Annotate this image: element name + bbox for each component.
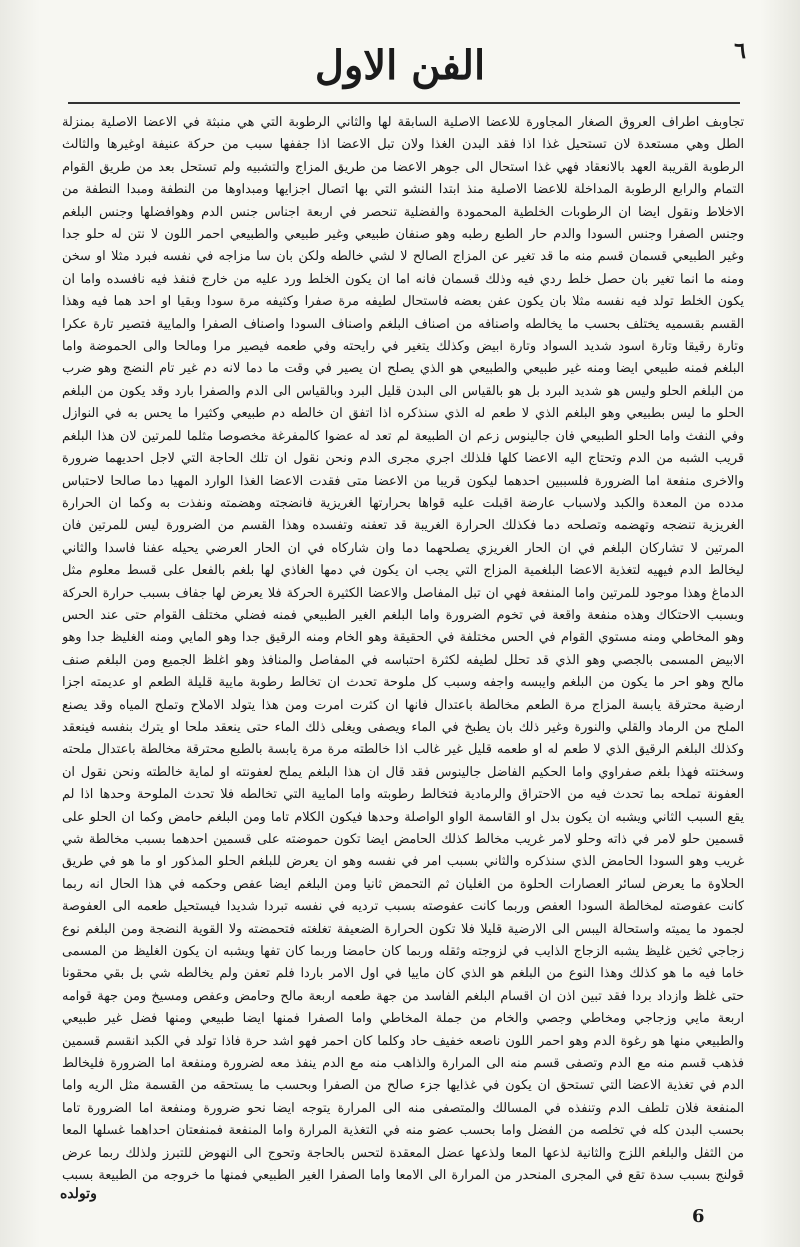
page-header (60, 38, 746, 98)
section-title: الفن الاول (314, 42, 486, 89)
page-number-bottom: 6 (692, 1206, 705, 1227)
catchword: وتولده (60, 1186, 97, 1202)
page-number-top: ٦ (734, 38, 746, 64)
header-rule (68, 102, 740, 104)
body-text: تجاوبف اطراف العروق الصغار المجاورة للاعضا الاصلية السابقة لها والثاني الرطوبة التي هي منبثة في الاعضا الاصلية بمنزلة الطل وهي مستعدة لان تستحيل غذا اذا فقد البدن الغذا ولان تبل الاعضا اذا جففها سبب من حركة عنيفة اوغيرها والثالث الرطوبة القريبة العهد بالانعقاد فهي غذا استحال الى جوهر الاعضا من طريق المزاج والتشبيه ولم تستحل بعد من طريق القوام التمام والرابع الرطوبة المداخلة للاعضا الاصلية منذ ابتدا النشو التي بها اتصال اجزايها ومبداوها من النطفة ومبدا النطفة من الاخلاط ونقول ايضا ان الرطوبات الخلطية المحمودة والفضلية تنحصر في اربعة اجناس جنس الدم وهوافضلها وجنس البلغم وجنس الصفرا وجنس السودا والدم حار الطبع رطبه وهو صنفان طبيعي وغير طبيعي والطبيعي احمر اللون لا نتن له حلو جدا وغير الطبيعي قسمان قسم منه ما قد تغير عن المزاج الصالح لا لشي خالطه ولكن بان سا مزاجه في نفسه فبرد مثلا او سخن ومنه ما انما تغير بان حصل خلط ردي فيه وذلك قسمان فانه اما ان يكون الخلط ورد عليه من خارج فنفذ فيه نافسده واما ان يكون الخلط تولد فيه نفسه مثلا بان يكون عفن بعضه فاستحال لطيفه مرة صفرا وكثيفه مرة سودا وبقيا او احد هما فيه وهذا القسم بقسميه يختلف بحسب ما يخالطه واصنافه من اصناف البلغم واصناف السودا واصناف الصفرا والمايية فتصير تارة عكرا وتارة رقيقا وتارة اسود شديد السواد وتارة ابيض وكذلك يتغير في رايحته وفي طعمه فيصير مرا ومالحا والى الحموضة واما البلغم فمنه طبيعي ايضا ومنه غير طبيعي والطبيعي هو الذي يصلح ان يصير في وقت ما دما لانه دم غير تام النضج وهو ضرب من البلغم الحلو وليس هو شديد البرد بل هو بالقياس الى البدن قليل البرد وبالقياس الى الدم والصفرا بارد وقد يكون من البلغم الحلو ما ليس بطبيعي وهو البلغم الذي لا طعم له الذي سنذكره اذا اتفق ان خالطه دم طبيعي وكثيرا ما يحس به في النوازل وفي النفث واما الحلو الطبيعي فان جالينوس زعم ان الطبيعة لم تعد له عضوا كالمفرغة مخصوصا مثلما للمرتين لان هذا البلغم قريب الشبه من الدم وتحتاج اليه الاعضا كلها فلذلك اجري مجرى الدم ونحن نقول ان تلك الحاجة التي لاجل احديهما ضرورة والاخرى منفعة اما الضرورة فلسببين احدهما ليكون قريبا من الاعضا متى فقدت الاعضا الغذا الوارد المهيا دما صالحا لاحتباس مدده من المعدة والكبد ولاسباب عارضة اقبلت عليه قواها بحرارتها الغريزية فانضجته وهضمته ونفذت به وكما ان الحرارة الغريزية تنضجه وتهضمه وتصلحه دما فكذلك الحرارة الغريبة قد تعفنه وتفسده وهذا القسم من الضرورة ليس للمرتين فان المرتين لا تشاركان البلغم في ان الحار الغريزي يصلحهما دما وان شاركاه في ان الحار العرضي يحيله عفنا فاسدا والثاني ليخالط الدم فيهيه لتغذية الاعضا البلغمية المزاج التي يجب ان يكون في دمها الغاذي لها بلغم بالفعل على قسط معلوم مثل الدماغ وهذا موجود للمرتين واما المنفعة فهي ان تبل المفاصل والاعضا الكثيرة الحركة فلا يعرض لها جفاف بسبب حرارة الحركة وبسبب الاحتكاك وهذه منفعة واقعة في تخوم الضرورة واما البلغم الغير الطبيعي فمنه فضلي مختلف القوام حتى عند الحس وهو المخاطي ومنه مستوي القوام في الحس مختلفة في الحقيقة وهو الخام ومنه الرقيق جدا وهو المايي ومنه الغليظ جدا وهو الابيض المسمى بالجصي وهو الذي قد تحلل لطيفه لكثرة احتباسه في المفاصل والمنافذ وهو اغلظ الجميع ومن البلغم صنف مالح وهو احر ما يكون من البلغم وايبسه واجفه وسبب كل ملوحة تحدث ان تخالط رطوبة مايية قليلة الطعم او عديمته اجزا ارضية محترقة يابسة المزاج مرة الطعم مخالطة باعتدال فانها ان كثرت امرت ومن هذا يتولد الاملاح وتملح المياه وقد يصنع الملح من الرماد والقلي والنورة وغير ذلك بان يطبخ في الماء ويصفى ويغلى ذلك الماء حتى ينعقد ملحا او يترك بنفسه فينعقد وكذلك البلغم الرقيق الذي لا طعم له او طعمه قليل غير غالب اذا خالطته مرة مرة يابسة بالطبع محترقة مخالطة باعتدال ملحته وسخنته فهذا بلغم صفراوي واما الحكيم الفاضل جالينوس فقد قال ان هذا البلغم يملح لعفونته او لماية خالطته ونحن نقول ان العفونة تملحه بما تحدث فيه من الاحتراق والرمادية فتخالط رطوبته واما المايية التي تخالطه فلا تحدث الملوحة وحدها اذا لم يقع السبب الثاني ويشبه ان يكون بدل او القاسمة الواو الواصلة وحدها فيكون الكلام تاما ومن البلغم حامض وكما ان الحلو على قسمين حلو لامر في ذاته وحلو لامر غريب مخالط كذلك الحامض ايضا تكون حموضته على قسمين احدهما بسبب مخالطة شي غريب وهو السودا الحامض الذي سنذكره والثاني بسبب امر في نفسه وهو ان يعرض للبلغم الحلو المذكور او ما هو في طريق الحلاوة ما يعرض لسائر العصارات الحلوة من الغليان ثم التحمض ثانيا ومن البلغم ايضا عفص وحكمه في هذا الحال انه ربما كانت عفوصته لمخالطة السودا العفص وربما كانت عفوصته بسبب ترديه في نفسه تبردا شديدا فيستحيل طعمه الى العفوصة لجمود ما يميته واستحالة اليبس الى الارضية قليلا فلا تكون الحرارة الضعيفة تغلغته فتحمضته ولا القوية النضجة ومن البلغم نوع زجاجي ثخين غليظ يشبه الزجاج الذايب في لزوجته وثقله وربما كان حامضا وربما كان تفها ويشبه ان يكون الغليظ من المسمى خاما فيه ما هو كذلك وهذا النوع من البلغم هو الذي كان ماييا في اول الامر باردا فلم تعفن ولم يخالطه شي بل بقي محقونا حتى غلظ وازداد بردا فقد تبين اذن ان اقسام البلغم الفاسد من جهة طعمه اربعة مالح وحامض وعفص ومسيخ ومن جهة قوامه اربعة مايي وزجاجي ومخاطي وجصي والخام من جملة المخاطي واما الصفرا فمنها ايضا طبيعي ومنها فضل غير طبيعي والطبيعي منها هو رغوة الدم وهو احمر اللون ناصعه خفيف حاد وكلما كان احمر فهو اشد حرة فاذا تولد في الكبد انقسم قسمين فذهب قسم منه مع الدم وتصفى قسم منه الى المرارة والذاهب منه مع الدم ينفذ معه لضرورة ومنفعة اما الضرورة فليخالط الدم في تغذية الاعضا التي تستحق ان يكون في غذايها جزء صالح من الصفرا وبحسب ما يستحقه من القسمة مثل الريه واما المنفعة فلان تلطف الدم وتنفذه في المسالك والمتصفى منه الى المرارة يتوجه ايضا نحو ضرورة ومنفعة اما الضرورة تاما بحسب البدن كله في تخلصه من الفضل واما بحسب عضو منه في التغذية المرارة واما المنفعة فمنفعتان احداهما غسلها المعا من الثفل والبلغم اللزج والثانية لذعها المعا ولذعها عضل المعقدة لتحس بالحاجة وتحوج الى النهوض للتبرز ولذلك ربما عرض قولنج بسبب سدة تقع في المجرى المنحدر من المرارة الى الامعا واما الصفرا الغير الطبيعي فمنها ما خروجه من الطبيعة بسبب (62, 115, 744, 1184)
